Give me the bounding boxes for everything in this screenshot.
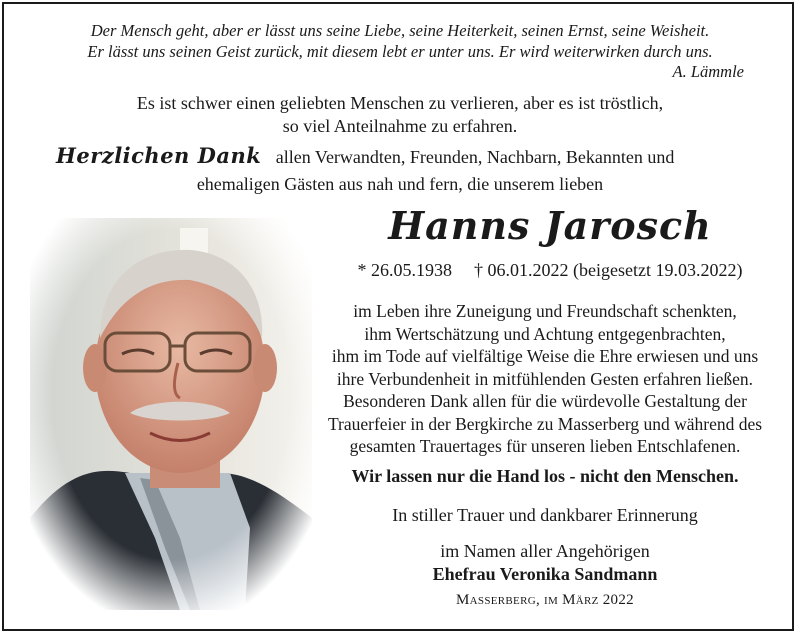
thanks-text-1: allen Verwandten, Freunden, Nachbarn, Bekannten und: [275, 147, 675, 167]
memorial-quote: [20, 20, 780, 62]
thanks-body: [300, 300, 790, 458]
family-signature: [300, 540, 790, 586]
birth-date: * 26.05.1938: [357, 260, 453, 280]
intro-line-2: so viel Anteilnahme zu erfahren.: [282, 116, 518, 136]
body-line-6: Trauerfeier in der Bergkirche zu Masserberg und während des: [327, 413, 763, 434]
thanks-line-2: ehemaligen Gästen aus nah und fern, die unserem lieben: [196, 174, 604, 194]
body-line-3: ihm im Tode auf vielfältige Weise die Ehre erwiesen und uns: [331, 346, 759, 366]
death-date: † 06.01.2022 (beigesetzt 19.03.2022): [474, 260, 743, 280]
place-date: Masserberg, im März 2022: [456, 592, 634, 608]
family-line: im Namen aller Angehörigen: [440, 541, 650, 561]
quote-author: A. Lämmle: [672, 62, 744, 81]
body-line-5: Besonderen Dank allen für die würdevolle Gestaltung der: [343, 391, 747, 411]
thanks-line-1: [56, 144, 756, 169]
body-line-2: ihm Wertschätzung und Achtung entgegenbrachten,: [364, 323, 726, 344]
widow-name: Ehefrau Veronika Sandmann: [432, 564, 658, 584]
life-dates: [330, 260, 770, 281]
body-line-7: gesamten Trauertages für unseren lieben Entschlafenen.: [349, 436, 741, 456]
intro-text: [100, 92, 700, 138]
quote-line-2: Er lässt uns seinen Geist zurück, mit diesem lebt er unter uns. Er wird weiterwirken durch uns.: [87, 42, 713, 61]
body-line-4: ihre Verbundenheit in mitfühlenden Gesten erfahren ließen.: [336, 368, 754, 389]
portrait-photo: [30, 218, 312, 610]
thanks-heading: Herzlichen Dank: [56, 143, 262, 168]
deceased-name: Hanns Jarosch: [388, 203, 712, 248]
body-line-1: im Leben ihre Zuneigung und Freundschaft schenkten,: [353, 301, 737, 321]
intro-line-1: Es ist schwer einen geliebten Menschen zu verlieren, aber es ist tröstlich,: [136, 93, 664, 113]
motto: Wir lassen nur die Hand los - nicht den Menschen.: [351, 466, 739, 486]
mourning-line: In stiller Trauer und dankbarer Erinnerung: [392, 505, 698, 525]
quote-line-1: Der Mensch geht, aber er lässt uns seine Liebe, seine Heiterkeit, seinen Ernst, seine Weisheit.: [90, 21, 710, 40]
